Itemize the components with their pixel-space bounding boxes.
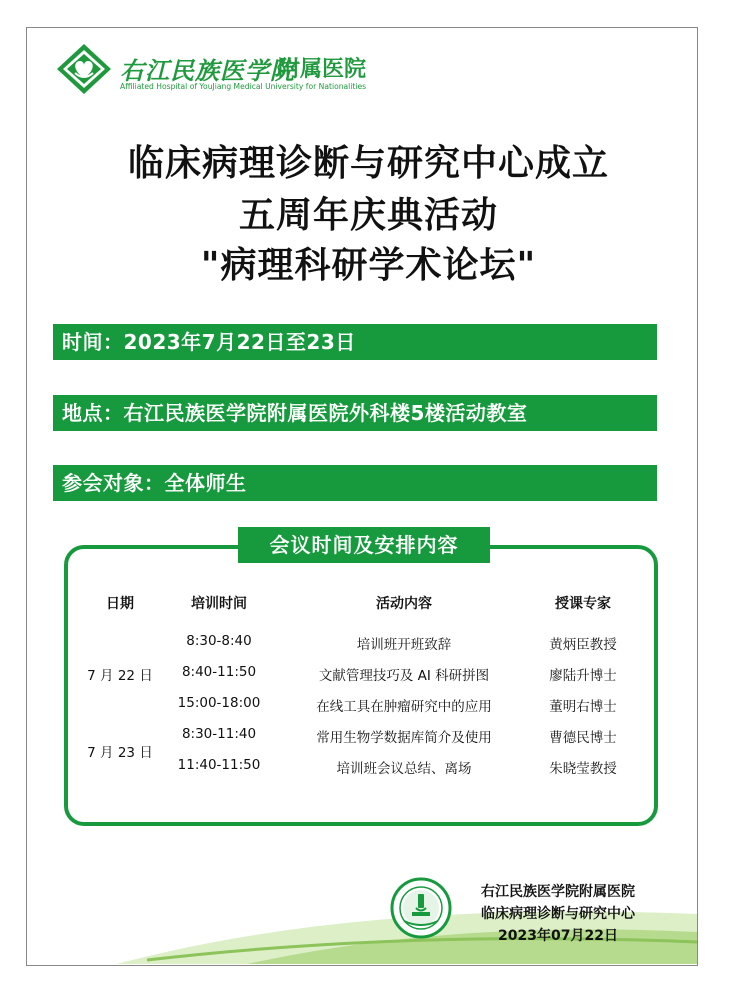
row-1-activity: 培训班开班致辞 — [356, 637, 452, 653]
column-header-speaker: 授课专家 — [555, 596, 611, 612]
logo-english-name: Affiliated Hospital of YouJiang Medical University for Nationalities — [120, 82, 367, 91]
department-seal-icon — [390, 877, 452, 939]
column-header-date: 日期 — [106, 596, 134, 612]
event-time-bar: 时间：2023年7月22日至23日 — [53, 324, 657, 360]
hospital-logo — [56, 43, 396, 95]
logo-name-calligraphy: 右江民族医学院 — [120, 56, 295, 85]
hospital-emblem-icon — [56, 43, 116, 95]
row-5-speaker: 朱晓莹教授 — [549, 761, 617, 777]
row-5-time: 11:40-11:50 — [177, 757, 261, 773]
page-title-line-3: "病理科研学术论坛" — [200, 245, 537, 286]
row-4-speaker: 曹德民博士 — [549, 730, 617, 746]
footer-organization: 右江民族医学院附属医院 — [481, 884, 635, 900]
footer-department: 临床病理诊断与研究中心 — [481, 906, 635, 922]
row-2-activity: 文献管理技巧及 AI 科研拼图 — [318, 668, 490, 684]
column-header-activity: 活动内容 — [376, 596, 432, 612]
row-3-activity: 在线工具在肿瘤研究中的应用 — [316, 699, 492, 715]
schedule-heading: 会议时间及安排内容 — [238, 527, 490, 563]
event-place-bar: 地点：右江民族医学院附属医院外科楼5楼活动教室 — [53, 395, 657, 431]
page-title-line-1: 临床病理诊断与研究中心成立 — [127, 143, 609, 184]
event-audience-bar: 参会对象：全体师生 — [53, 465, 657, 501]
schedule-date-day2: 7 月 23 日 — [87, 745, 153, 761]
row-1-speaker: 黄炳臣教授 — [549, 637, 617, 653]
row-4-time: 8:30-11:40 — [181, 726, 257, 742]
row-2-speaker: 廖陆升博士 — [549, 668, 617, 684]
schedule-date-day1: 7 月 22 日 — [87, 668, 153, 684]
row-1-time: 8:30-8:40 — [186, 633, 252, 649]
column-header-time: 培训时间 — [191, 596, 247, 612]
footer-date: 2023年07月22日 — [498, 928, 618, 944]
logo-name-suffix: 附属医院 — [278, 57, 367, 82]
row-5-activity: 培训班会议总结、离场 — [336, 761, 472, 777]
row-4-activity: 常用生物学数据库简介及使用 — [316, 730, 492, 746]
row-2-time: 8:40-11:50 — [181, 664, 257, 680]
row-3-time: 15:00-18:00 — [177, 695, 261, 711]
page-title-line-2: 五周年庆典活动 — [238, 195, 498, 236]
row-3-speaker: 董明右博士 — [549, 699, 617, 715]
schedule-box — [64, 545, 658, 826]
